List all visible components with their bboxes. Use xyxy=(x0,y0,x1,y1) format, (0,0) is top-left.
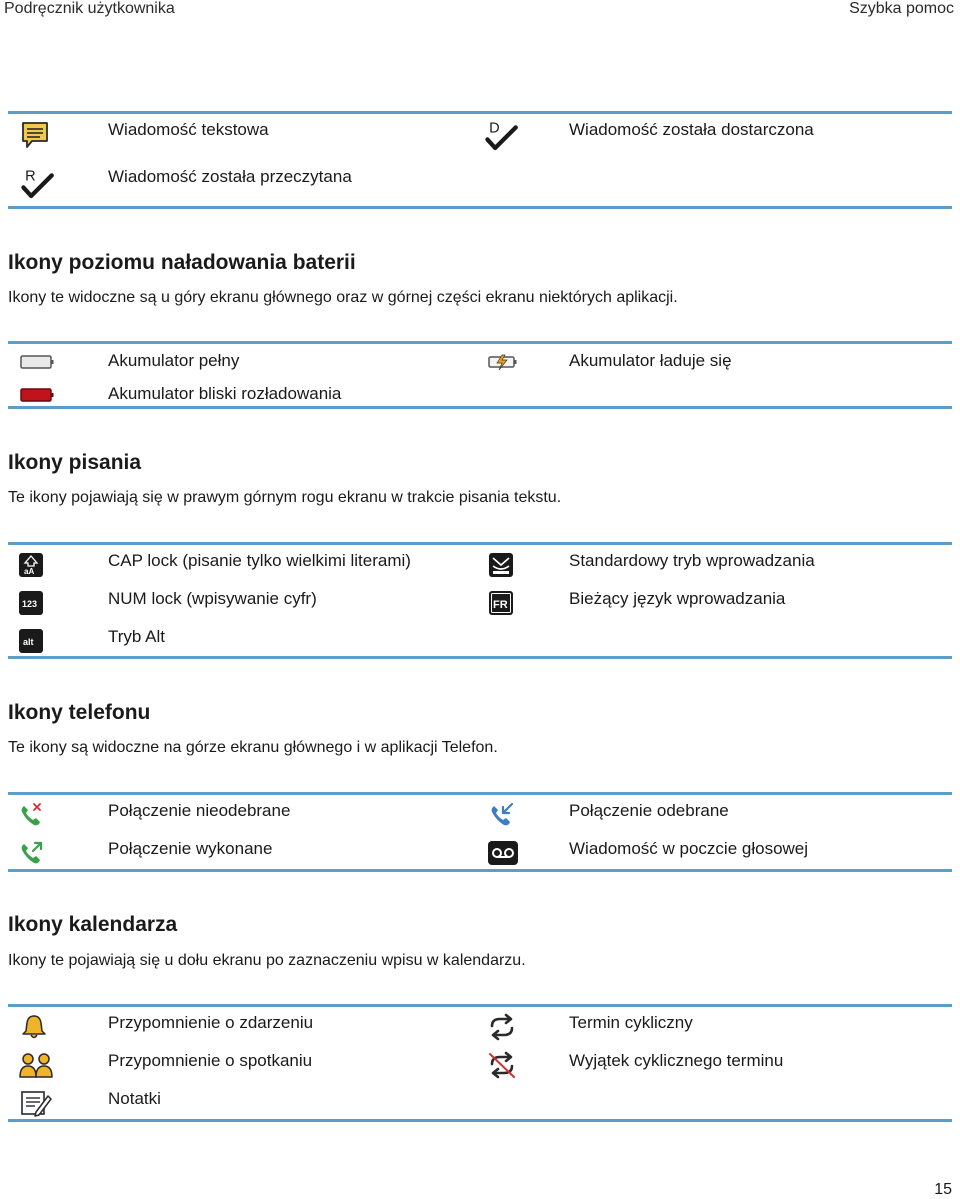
received-call-label: Połączenie odebrane xyxy=(569,801,729,820)
battery-section-description: Ikony te widoczne są u góry ekranu głównego oraz w górnej części ekranu niektórych aplikacji. xyxy=(8,289,678,306)
standard-input-label: Standardowy tryb wprowadzania xyxy=(569,551,815,570)
meeting-reminder-label: Przypomnienie o spotkaniu xyxy=(108,1051,313,1070)
missed-call-icon xyxy=(18,799,54,831)
battery-full-label: Akumulator pełny xyxy=(108,351,240,370)
alt-badge-text: alt xyxy=(23,637,34,647)
input-language-badge-text: FR xyxy=(493,599,508,611)
battery-section-title: Ikony poziomu naładowania baterii xyxy=(8,251,356,274)
event-reminder-label: Przypomnienie o zdarzeniu xyxy=(108,1013,314,1032)
recurring-label: Termin cykliczny xyxy=(569,1013,693,1032)
battery-charging-label: Akumulator ładuje się xyxy=(569,351,732,370)
cap-lock-label: CAP lock (pisanie tylko wielkimi literami) xyxy=(108,551,411,570)
notes-icon xyxy=(20,1087,56,1119)
text-message-icon xyxy=(20,119,56,151)
outgoing-call-label: Połączenie wykonane xyxy=(108,839,273,858)
typing-section-title: Ikony pisania xyxy=(8,451,142,474)
typing-icons-table xyxy=(8,542,952,659)
read-label: Wiadomość została przeczytana xyxy=(108,167,352,186)
recurring-icon xyxy=(486,1011,522,1043)
svg-text:D: D xyxy=(489,120,500,137)
phone-icons-table xyxy=(8,792,952,872)
svg-text:R: R xyxy=(25,168,36,185)
battery-charging-icon xyxy=(488,346,524,378)
svg-text:aA: aA xyxy=(24,567,35,576)
alt-mode-label: Tryb Alt xyxy=(108,627,165,646)
text-message-label: Wiadomość tekstowa xyxy=(108,120,269,139)
meeting-reminder-icon xyxy=(18,1049,54,1081)
battery-full-icon xyxy=(20,346,56,378)
num-lock-badge-text: 123 xyxy=(22,599,38,609)
calendar-section-description: Ikony te pojawiają się u dołu ekranu po zaznaczeniu wpisu w kalendarzu. xyxy=(8,952,526,969)
cap-lock-icon xyxy=(18,549,54,581)
received-call-icon xyxy=(488,799,524,831)
missed-call-label: Połączenie nieodebrane xyxy=(108,801,291,820)
battery-low-label: Akumulator bliski rozładowania xyxy=(108,384,342,403)
running-header-left: Podręcznik użytkownika xyxy=(4,0,175,17)
voicemail-label: Wiadomość w poczcie głosowej xyxy=(569,839,809,858)
standard-input-icon xyxy=(488,549,524,581)
phone-section-title: Ikony telefonu xyxy=(8,701,151,724)
battery-low-icon xyxy=(20,379,56,411)
recurring-exception-icon xyxy=(486,1049,522,1081)
calendar-icons-table xyxy=(8,1004,952,1122)
delivered-check-icon xyxy=(484,116,520,156)
num-lock-label: NUM lock (wpisywanie cyfr) xyxy=(108,589,317,608)
calendar-section-title: Ikony kalendarza xyxy=(8,913,178,936)
phone-section-description: Te ikony są widoczne na górze ekranu głównego i w aplikacji Telefon. xyxy=(8,739,498,756)
running-header-right: Szybka pomoc xyxy=(849,0,954,17)
notes-label: Notatki xyxy=(108,1089,161,1108)
input-language-label: Bieżący język wprowadzania xyxy=(569,589,786,608)
typing-section-description: Te ikony pojawiają się w prawym górnym rogu ekranu w trakcie pisania tekstu. xyxy=(8,489,562,506)
voicemail-icon xyxy=(487,837,523,869)
num-lock-icon xyxy=(18,587,54,619)
message-icons-table xyxy=(8,111,952,209)
event-reminder-icon xyxy=(20,1011,56,1043)
read-check-icon xyxy=(20,164,56,204)
recurring-exception-label: Wyjątek cyklicznego terminu xyxy=(569,1051,784,1070)
page-number: 15 xyxy=(934,1181,952,1198)
battery-icons-table xyxy=(8,341,952,409)
alt-mode-icon xyxy=(18,625,54,657)
input-language-icon xyxy=(488,587,524,619)
outgoing-call-icon xyxy=(18,837,54,869)
delivered-label: Wiadomość została dostarczona xyxy=(569,120,814,139)
